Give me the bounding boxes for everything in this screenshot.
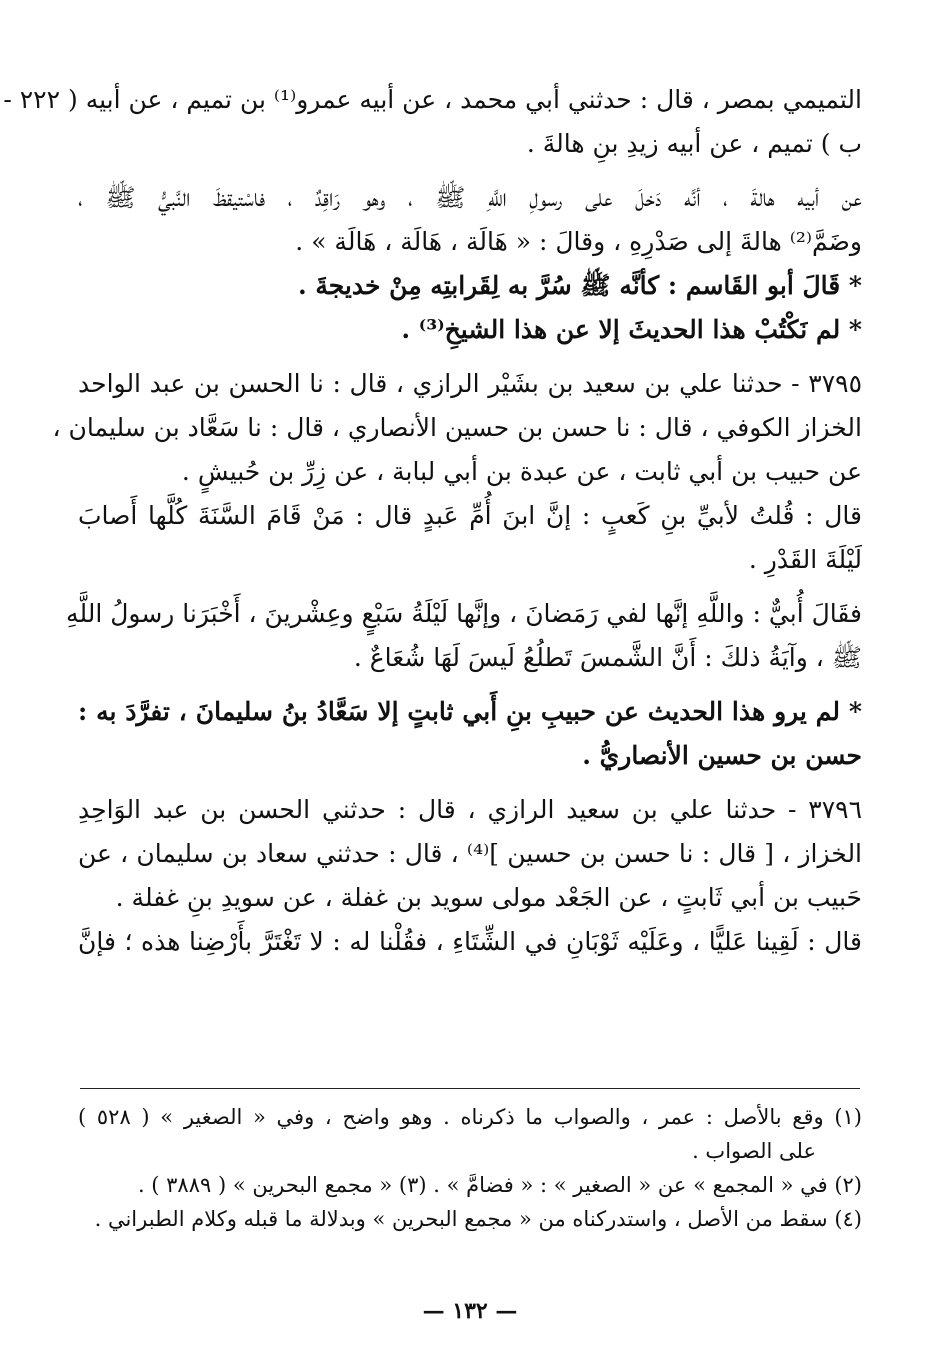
- text-line: ٣٧٩٦ - حدثنا علي بن سعيد الرازي ، قال : حدثني الحسن بن عبد الوَاحِدِ: [78, 795, 862, 824]
- text-line: لَيْلَةَ القَدْرِ .: [748, 545, 862, 574]
- main-text: [3, 78, 863, 964]
- text-line: قال : لَقِينا عَليًّا ، وعَلَيْه ثَوْبَانِ في الشِّتَاءِ ، فقُلْنا له : لا تَغْتَرَّ بأَرْضِنا هذه ؛ فإنَّ: [78, 927, 862, 956]
- text-line: ﷺ ، وآيَةُ ذلكَ : أَنَّ الشَّمسَ تَطلُعُ لَيسَ لَهَا شُعَاعٌ .: [353, 643, 862, 672]
- text-line: ٣٧٩٥ - حدثنا علي بن سعيد بن بشَيْر الرازي ، قال : نا الحسن بن عبد الواحد: [78, 369, 862, 398]
- text-line: * لم يرو هذا الحديث عن حبيبِ بنِ أَبي ثابتٍ إلا سَعَّادُ بنُ سليمانَ ، تفرَّدَ به :: [78, 697, 862, 726]
- text-line: * لم نَكْتُبْ هذا الحديثَ إلا عن هذا الشيخِ⁽³⁾ .: [401, 315, 862, 344]
- text-line: فقَالَ أُبيٌّ : واللَّهِ إنَّها لفي رَمَضانَ ، وإنَّها لَيْلَةُ سَبْعٍ وعِشْرينَ ، أَخْبَرَنا رسولُ اللَّهِ: [66, 599, 862, 628]
- text-line: عن حبيب بن أبي ثابت ، عن عبدة بن أبي لبابة ، عن زِرِّ بن حُبيشٍ .: [181, 457, 862, 486]
- footnote-line: على الصواب .: [692, 1139, 816, 1163]
- footnote-divider: [80, 1088, 860, 1089]
- text-line: الخزاز ، [ قال : نا حسن بن حسين ]⁽⁴⁾ ، قال : حدثني سعاد بن سليمان ، عن: [78, 839, 863, 868]
- footnote-line: (٢) في « المجمع » عن « الصغير » : « فضامَّ » . (٣) « مجمع البحرين » ( ٣٨٨٩ ) .: [137, 1173, 862, 1197]
- text-line: قال : قُلتُ لأبيِّ بنِ كَعبٍ : إنَّ ابنَ أُمِّ عَبدٍ قال : مَنْ قَامَ السَّنَةَ كُلَّها أَصابَ: [78, 501, 862, 530]
- text-line: حَبيب بن أبي ثَابتٍ ، عن الجَعْد مولى سويد بن غفلة ، عن سويدِ بنِ غفلة .: [115, 883, 862, 912]
- text-line: التميمي بمصر ، قال : حدثني أبي محمد ، عن أبيه عمرو⁽¹⁾ بن تميم ، عن أبيه ( ٢٢٢ -: [3, 85, 862, 114]
- footnote-line: (٤) سقط من الأصل ، واستدركناه من « مجمع البحرين » وبدلالة ما قبله وكلام الطبراني .: [94, 1207, 862, 1231]
- page-number: — ١٣٢ —: [422, 1298, 518, 1324]
- text-line: حسن بن حسين الأنصاريُّ .: [582, 741, 862, 770]
- text-line: عن أبيه هالةَ ، أنَّه دَخلَ على رسولِ اللَّهِ ﷺ ، وهو رَاقِدٌ ، فاسْتيقظَ النَّبيُّ ﷺ ،: [78, 183, 862, 212]
- footnote-line: (١) وقع بالأصل : عمر ، والصواب ما ذكرناه . وهو واضح ، وفي « الصغير » ( ٥٢٨ ): [78, 1105, 862, 1129]
- footnotes: [78, 1100, 862, 1236]
- text-line: الخزاز الكوفي ، قال : نا حسن بن حسين الأنصاري ، قال : نا سَعَّاد بن سليمان ،: [52, 413, 862, 442]
- text-line: * قَالَ أبو القَاسم : كأنَّه ﷺ سُرَّ به لِقَرابتِه مِنْ خديجةَ .: [297, 271, 862, 300]
- text-line: ب ) تميم ، عن أبيه زيدِ بنِ هالةَ .: [526, 129, 862, 158]
- text-line: وضَمَّ⁽²⁾ هالةَ إلى صَدْرِهِ ، وقالَ : « هَالَة ، هَالَة ، هَالَة » .: [295, 227, 862, 256]
